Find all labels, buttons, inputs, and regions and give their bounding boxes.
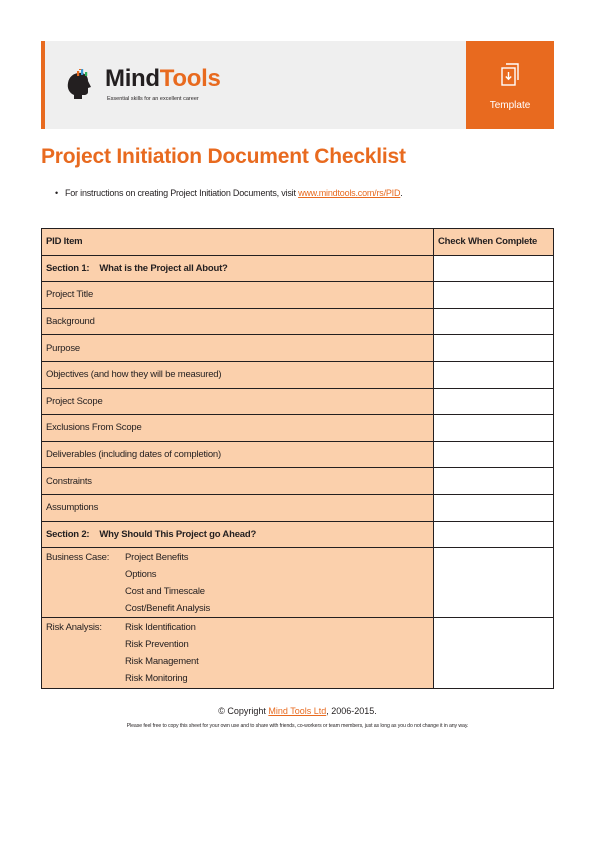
check-cell[interactable] (434, 618, 554, 688)
copyright-years: , 2006-2015. (326, 706, 377, 716)
pid-link[interactable]: www.mindtools.com/rs/PID (298, 188, 401, 198)
pid-checklist-table (41, 228, 554, 689)
head-silhouette-icon (65, 69, 103, 107)
check-cell[interactable] (434, 361, 554, 388)
template-label: Template (489, 100, 531, 111)
copyright-line (0, 706, 595, 716)
item-label: Project Title (42, 282, 434, 309)
item-label: Purpose (42, 335, 434, 362)
risk-analysis-cell (42, 618, 434, 688)
item-label: Assumptions (42, 494, 434, 521)
sub-item: Risk Prevention (125, 639, 189, 651)
section-title: Why Should This Project go Ahead? (99, 528, 257, 540)
sub-item: Options (125, 568, 157, 580)
section-title: What is the Project all About? (99, 262, 228, 274)
sub-item: Cost/Benefit Analysis (125, 602, 211, 614)
table-row (42, 308, 554, 335)
check-cell[interactable] (434, 548, 554, 618)
page-title: Project Initiation Document Checklist (41, 145, 406, 168)
table-row (42, 494, 554, 521)
table-row (42, 282, 554, 309)
table-row (42, 415, 554, 442)
logo-wordmark (105, 65, 221, 93)
table-row (42, 335, 554, 362)
check-cell[interactable] (434, 388, 554, 415)
risk-analysis-row (42, 618, 554, 688)
logo-tagline: Essential skills for an excellent career (107, 96, 199, 102)
risk-analysis-label: Risk Analysis: (46, 622, 102, 634)
header-accent-bar (41, 41, 45, 129)
permission-note: Please feel free to copy this sheet for your own use and to share with friends, co-workers or team members, just as long as you do not change it in any way. (126, 723, 469, 729)
section-2-heading (42, 521, 434, 548)
instruction-period: . (400, 188, 403, 198)
table-row (42, 468, 554, 495)
document-download-icon (500, 63, 520, 87)
check-cell[interactable] (434, 282, 554, 309)
section-number: Section 2: (46, 528, 90, 540)
sub-item: Cost and Timescale (125, 585, 205, 597)
item-label: Objectives (and how they will be measured) (42, 361, 434, 388)
check-cell[interactable] (434, 494, 554, 521)
check-cell[interactable] (434, 255, 554, 282)
table-row (42, 361, 554, 388)
section-row (42, 521, 554, 548)
item-label: Constraints (42, 468, 434, 495)
section-1-heading (42, 255, 434, 282)
item-label: Project Scope (42, 388, 434, 415)
mindtools-link[interactable]: Mind Tools Ltd (268, 706, 327, 716)
header-pid-item: PID Item (42, 229, 434, 256)
header-check-when-complete: Check When Complete (434, 229, 554, 256)
business-case-cell (42, 548, 434, 618)
section-row (42, 255, 554, 282)
section-number: Section 1: (46, 262, 90, 274)
sub-item: Risk Identification (125, 622, 196, 634)
template-badge[interactable] (466, 41, 554, 129)
business-case-items (125, 550, 210, 617)
sub-item: Risk Management (125, 655, 199, 667)
sub-item: Risk Monitoring (125, 672, 188, 684)
check-cell[interactable] (434, 441, 554, 468)
table-row (42, 441, 554, 468)
mindtools-logo[interactable] (65, 63, 245, 113)
business-case-row (42, 548, 554, 618)
check-cell[interactable] (434, 468, 554, 495)
item-label: Background (42, 308, 434, 335)
check-cell[interactable] (434, 415, 554, 442)
bullet: • (55, 188, 58, 198)
check-cell[interactable] (434, 521, 554, 548)
copyright-prefix: © Copyright (218, 706, 269, 716)
item-label: Exclusions From Scope (42, 415, 434, 442)
check-cell[interactable] (434, 308, 554, 335)
logo-word-mind: Mind (105, 65, 160, 92)
table-header-row (42, 229, 554, 256)
logo-word-tools: Tools (159, 65, 221, 92)
header-banner (41, 41, 554, 129)
instruction-line (55, 188, 403, 198)
business-case-label: Business Case: (46, 552, 110, 564)
item-label: Deliverables (including dates of completion) (42, 441, 434, 468)
instruction-text: For instructions on creating Project Initiation Documents, visit (64, 188, 299, 198)
risk-analysis-items (125, 620, 199, 687)
check-cell[interactable] (434, 335, 554, 362)
table-row (42, 388, 554, 415)
sub-item: Project Benefits (125, 552, 189, 564)
